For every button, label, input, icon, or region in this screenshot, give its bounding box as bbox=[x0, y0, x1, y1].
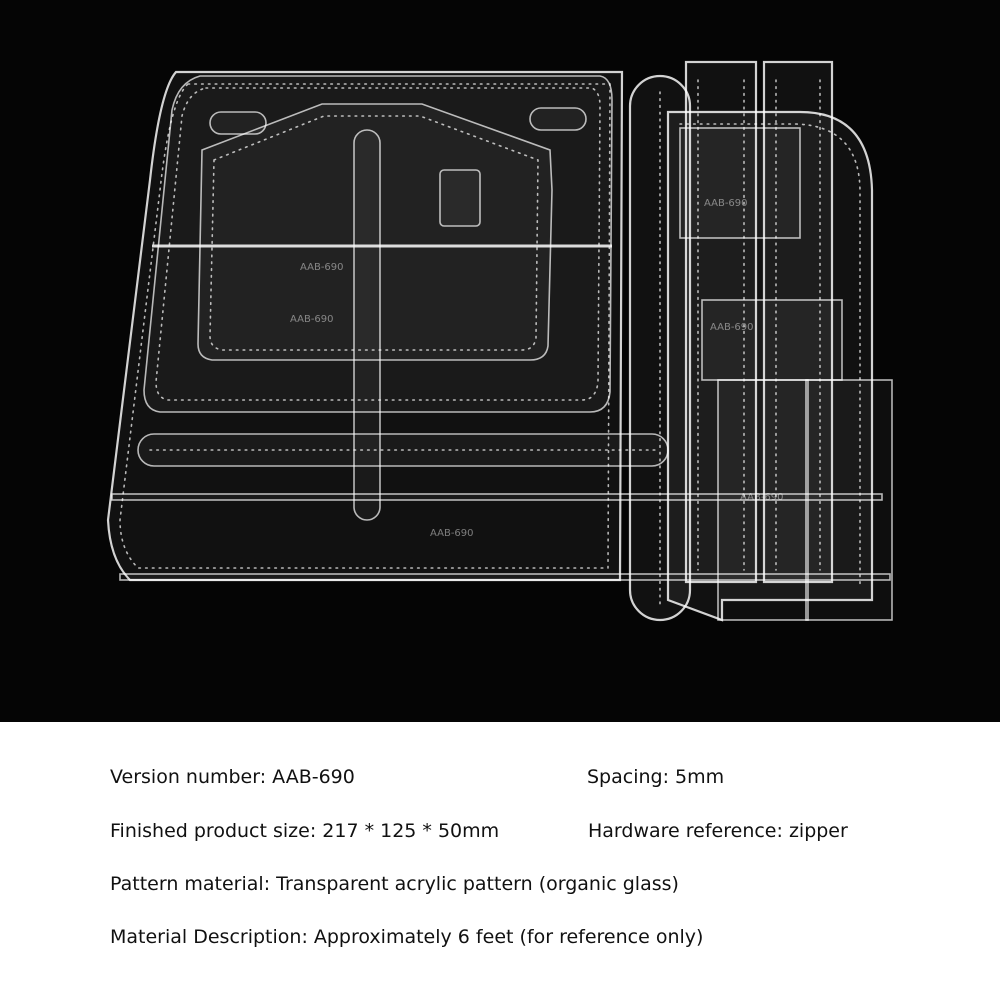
spacing: Spacing: 5mm bbox=[587, 766, 725, 788]
strap-slot-right bbox=[530, 108, 586, 130]
pattern-piece-small-d bbox=[806, 380, 892, 620]
specifications bbox=[0, 722, 1000, 1000]
engraving-e: AAB-690 bbox=[710, 322, 754, 333]
pattern-piece-small-b bbox=[702, 300, 842, 380]
engraving-f: AAB-690 bbox=[740, 492, 784, 503]
finished-product-size: Finished product size: 217 * 125 * 50mm bbox=[110, 820, 500, 842]
engraving-b: AAB-690 bbox=[290, 314, 334, 325]
hardware-reference: Hardware reference: zipper bbox=[588, 820, 848, 842]
strap-slot-left bbox=[210, 112, 266, 134]
engraving-c: AAB-690 bbox=[430, 528, 474, 539]
engraving-a: AAB-690 bbox=[300, 262, 344, 273]
pattern-material: Pattern material: Transparent acrylic pattern (organic glass) bbox=[110, 873, 679, 895]
version-number: Version number: AAB-690 bbox=[110, 766, 355, 788]
material-description: Material Description: Approximately 6 feet (for reference only) bbox=[110, 926, 704, 948]
buckle-window bbox=[440, 170, 480, 226]
engraving-d: AAB-690 bbox=[704, 198, 748, 209]
pattern-piece-small-a bbox=[680, 128, 800, 238]
